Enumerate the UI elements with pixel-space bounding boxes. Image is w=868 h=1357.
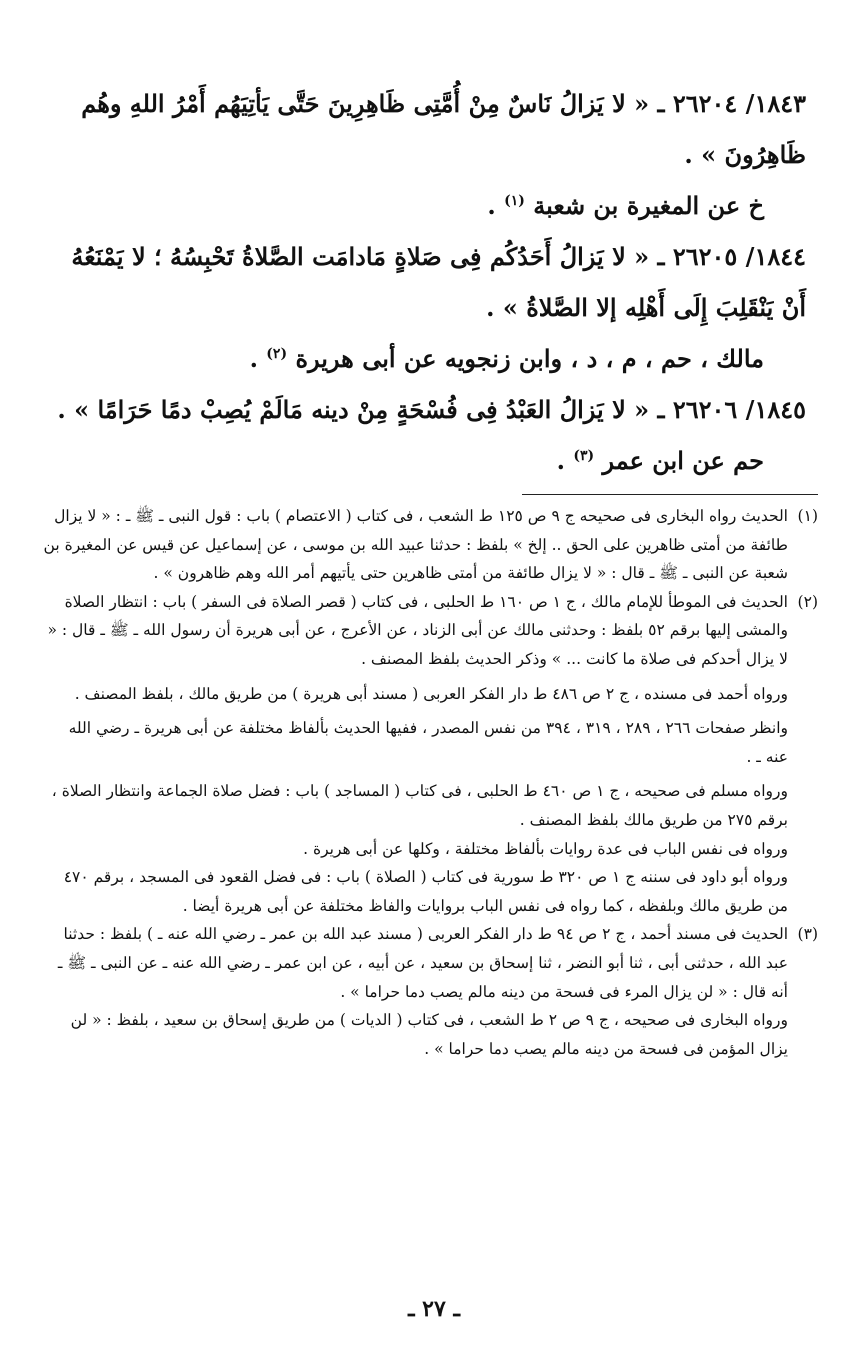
- footnote-paragraph: الحديث فى مسند أحمد ، ج ٢ ص ٩٤ ط دار الفكر العربى ( مسند عبد الله بن عمر ـ رضي الله عنه ـ ) بلفظ : حدثنا عبد الله ، حدثنى أبى ، ثنا أبو النضر ، ثنا إسحاق بن سعيد ، عن أبيه ، عن ابن عمر ـ رضي الله عنه ـ عن النبى ـ ﷺ ـ أنه قال : « لن يزال المرء فى فسحة من دينه مالم يصب دما حراما » .: [57, 925, 788, 1001]
- hadith-1845-source: [42, 435, 806, 486]
- footnote-paragraph: ورواه أحمد فى مسنده ، ج ٢ ص ٤٨٦ ط دار الفكر العربى ( مسند أبى هريرة ) من طريق مالك ، بلفظ المصنف .: [74, 684, 788, 703]
- footnote-ref-3: (٣): [573, 448, 595, 464]
- footnote-paragraph: الحديث فى الموطأ للإمام مالك ، ج ١ ص ١٦٠ ط الحلبى ، فى كتاب ( قصر الصلاة فى السفر ) باب : انتظار الصلاة والمشى إليها برقم ٥٢ بلفظ : وحدثنى مالك عن أبى الزناد ، عن الأعرج ، عن أبى هريرة أن رسول الله ـ ﷺ ـ قال : « لا يزال أحدكم فى صلاة ما كانت ... » وذكر الحديث بلفظ المصنف .: [47, 592, 788, 668]
- footnote-paragraph: ورواه البخارى فى صحيحه ، ج ٩ ص ٢ ط الشعب ، فى كتاب ( الديات ) من طريق إسحاق بن سعيد ، بلفظ : « لن يزال المؤمن فى فسحة من دينه مالم يصب دما حراما » .: [70, 1011, 788, 1058]
- footnote-ref-2: (٢): [266, 346, 288, 362]
- footnote-paragraph: وانظر صفحات ٢٦٦ ، ٢٨٩ ، ٣١٩ ، ٣٩٤ من نفس المصدر ، ففيها الحديث بألفاظ مختلفة عن أبى هريرة ـ رضي الله عنه ـ .: [68, 719, 788, 766]
- footnote-paragraph: ورواه فى نفس الباب فى عدة روايات بألفاظ مختلفة ، وكلها عن أبى هريرة .: [303, 839, 788, 858]
- source-end: .: [556, 446, 565, 475]
- page-number: ـ ٢٧ ـ: [408, 1296, 460, 1322]
- footnote-2: [42, 588, 818, 921]
- footnote-number: (٣): [797, 925, 818, 944]
- footnotes: [42, 502, 818, 1063]
- hadith-entries: [42, 78, 806, 486]
- source-end: .: [487, 191, 496, 220]
- hadith-1844-source: [42, 333, 806, 384]
- source-text: مالك ، حم ، م ، د ، وابن زنجويه عن أبى هريرة: [295, 344, 764, 373]
- footnote-3: [42, 920, 818, 1063]
- footnote-number: (٢): [797, 592, 818, 611]
- footnote-paragraph: ورواه أبو داود فى سننه ج ١ ص ٣٢٠ ط سورية فى كتاب ( الصلاة ) باب : فى فضل القعود فى المسجد ، برقم ٤٧٠ من طريق مالك وبلفظه ، كما رواه فى نفس الباب بروايات والفاظ مختلفة عن أبى هريرة أيضا .: [63, 868, 788, 915]
- hadith-1844-text: ١٨٤٤/ ٢٦٢٠٥ ـ « لا يَزالُ أَحَدُكُم فِى صَلاةٍ مَادامَت الصَّلاةُ تَحْبِسُهُ ؛ لا يَمْنَعُهُ أَنْ يَنْقَلِبَ إِلَى أَهْلِه إلا الصَّلاةُ » .: [71, 242, 806, 322]
- source-text: حم عن ابن عمر: [602, 446, 764, 475]
- footnote-ref-1: (١): [504, 193, 525, 209]
- hadith-1843-source: [42, 180, 806, 231]
- footnote-1: [42, 502, 818, 588]
- source-end: .: [249, 344, 258, 373]
- footnote-paragraph: الحديث رواه البخارى فى صحيحه ج ٩ ص ١٢٥ ط الشعب ، فى كتاب ( الاعتصام ) باب : قول النبى ـ ﷺ ـ : « لا يزال طائفة من أمتى ظاهرين على الحق .. إلخ » بلفظ : حدثنا عبيد الله بن موسى ، عن إسماعيل عن قيس عن المغيرة بن شعبة عن النبى ـ ﷺ ـ قال : « لا يزال طائفة من أمتى ظاهرين حتى يأتيهم أمر الله وهم ظاهرون » .: [43, 507, 788, 583]
- footnote-separator: [522, 494, 818, 495]
- footnote-paragraph: ورواه مسلم فى صحيحه ، ج ١ ص ٤٦٠ ط الحلبى ، فى كتاب ( المساجد ) باب : فضل صلاة الجماعة وانتظار الصلاة ، برقم ٢٧٥ من طريق مالك بلفظ المصنف .: [51, 782, 788, 829]
- hadith-1843-text: ١٨٤٣/ ٢٦٢٠٤ ـ « لا يَزالُ نَاسٌ مِنْ أُمَّتِى ظَاهِرِينَ حَتَّى يَأتِيَهُم أَمْرُ اللهِ وهُم ظَاهِرُونَ » .: [81, 89, 806, 169]
- hadith-1845-text: ١٨٤٥/ ٢٦٢٠٦ ـ « لا يَزالُ العَبْدُ فِى فُسْحَةٍ مِنْ دينه مَالَمْ يُصِبْ دمًا حَرَامًا » .: [57, 395, 806, 424]
- footnote-number: (١): [797, 507, 818, 525]
- source-text: خ عن المغيرة بن شعبة: [533, 191, 764, 220]
